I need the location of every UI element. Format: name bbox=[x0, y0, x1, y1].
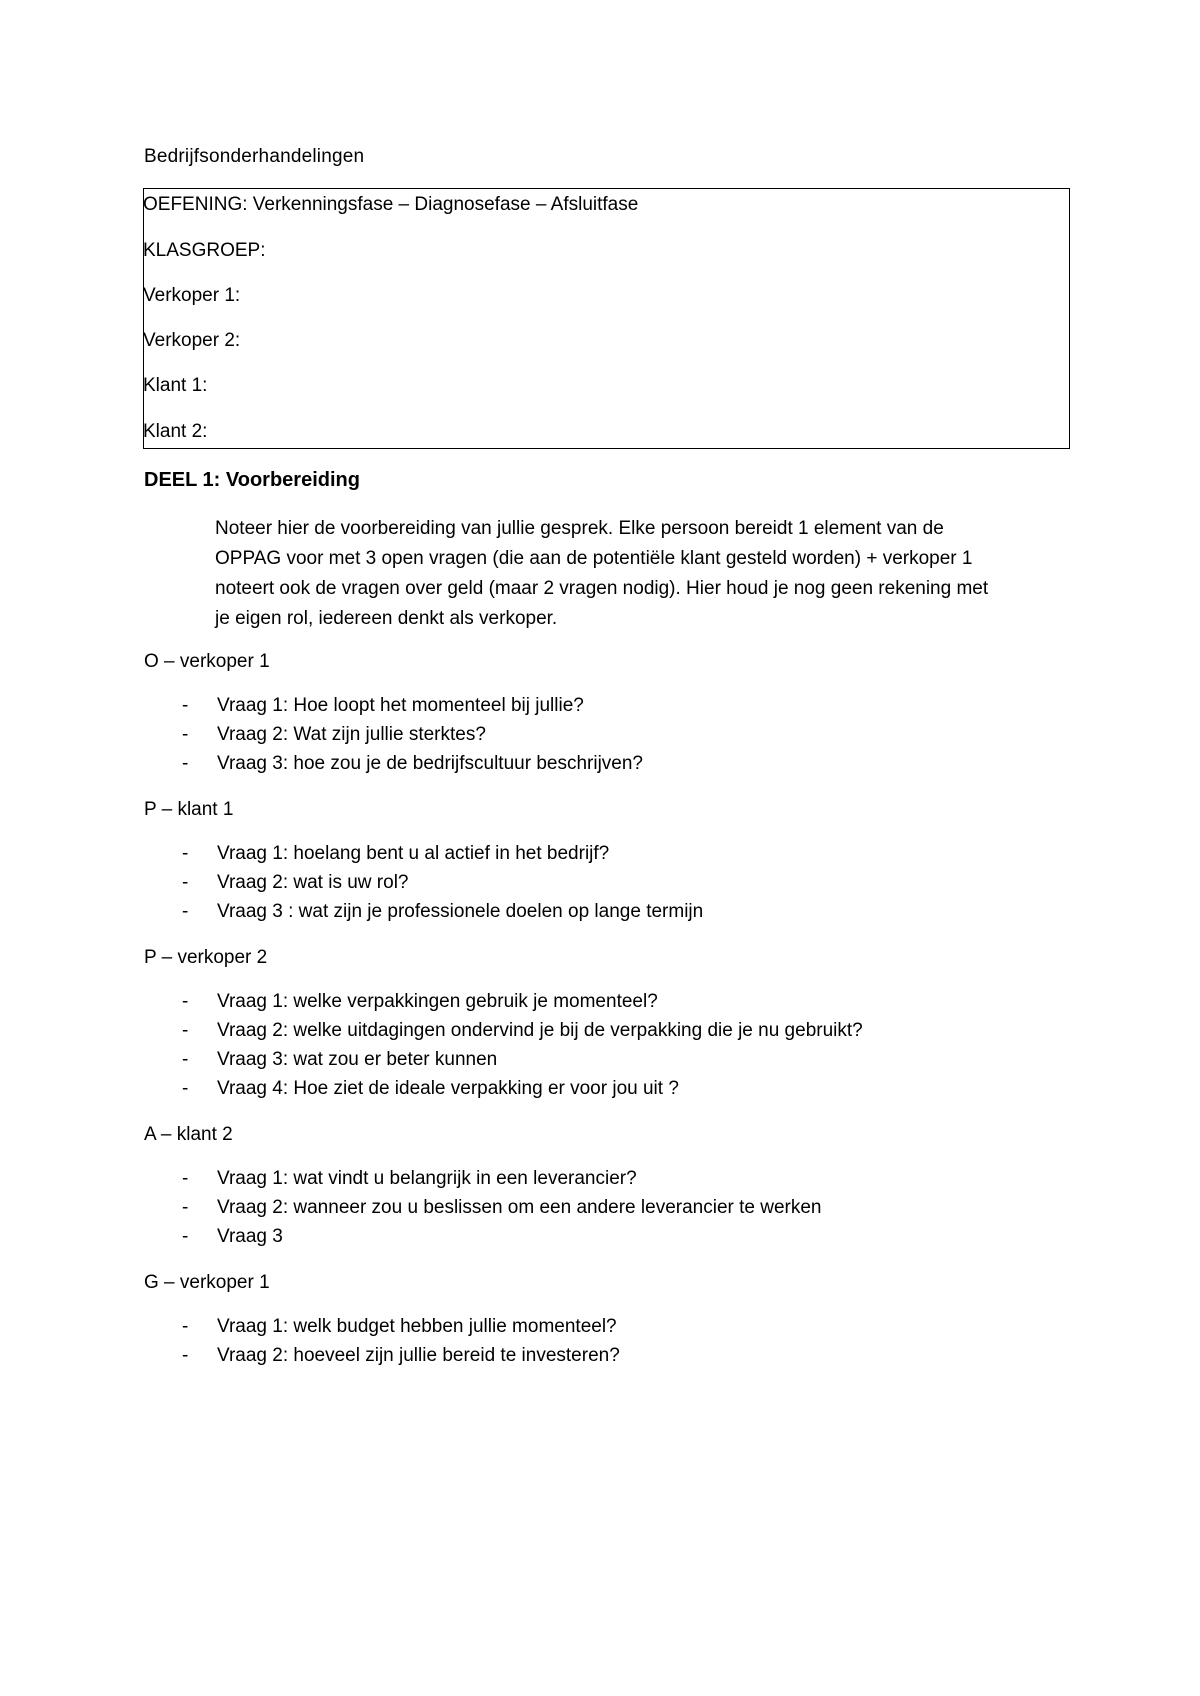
question-text: Vraag 2: Wat zijn jullie sterktes? bbox=[217, 724, 486, 745]
list-item bbox=[0, 695, 1000, 724]
info-line-class-group: KLASGROEP: bbox=[143, 240, 266, 261]
question-list-p-seller bbox=[0, 991, 1000, 1107]
question-text: Vraag 3: hoe zou je de bedrijfscultuur beschrijven? bbox=[217, 753, 643, 774]
list-item bbox=[0, 901, 1000, 930]
info-line-seller-2: Verkoper 2: bbox=[143, 330, 241, 351]
list-item bbox=[0, 1049, 1000, 1078]
question-list-a bbox=[0, 1168, 1000, 1255]
list-item bbox=[0, 753, 1000, 782]
question-text: Vraag 3 : wat zijn je professionele doelen op lange termijn bbox=[217, 901, 704, 922]
list-marker: - bbox=[182, 1197, 189, 1218]
list-item bbox=[0, 1197, 1000, 1226]
list-marker: - bbox=[182, 1078, 189, 1099]
info-line-client-1: Klant 1: bbox=[143, 375, 208, 396]
list-marker: - bbox=[182, 843, 189, 864]
list-item bbox=[0, 1316, 1000, 1345]
list-item bbox=[0, 1020, 1000, 1049]
question-text: Vraag 1: hoelang bent u al actief in het bedrijf? bbox=[217, 843, 610, 864]
info-line-client-2: Klant 2: bbox=[143, 421, 208, 442]
question-list-g bbox=[0, 1316, 1000, 1374]
list-item bbox=[0, 872, 1000, 901]
section-heading: DEEL 1: Voorbereiding bbox=[144, 469, 360, 491]
list-marker: - bbox=[182, 1168, 189, 1189]
list-marker: - bbox=[182, 872, 189, 893]
info-line-exercise: OEFENING: Verkenningsfase – Diagnosefase – Afsluitfase bbox=[143, 194, 639, 215]
list-item bbox=[0, 1226, 1000, 1255]
question-text: Vraag 2: wat is uw rol? bbox=[217, 872, 409, 893]
list-marker: - bbox=[182, 901, 189, 922]
question-text: Vraag 1: wat vindt u belangrijk in een leverancier? bbox=[217, 1168, 637, 1189]
group-title-g-seller-1: G – verkoper 1 bbox=[144, 1272, 270, 1293]
list-marker: - bbox=[182, 1049, 189, 1070]
group-title-p-client-1: P – klant 1 bbox=[144, 799, 234, 820]
intro-paragraph bbox=[215, 514, 1075, 634]
question-list-p-client bbox=[0, 843, 1000, 930]
intro-line: OPPAG voor met 3 open vragen (die aan de potentiële klant gesteld worden) + verkoper 1 bbox=[215, 548, 973, 569]
question-text: Vraag 1: welke verpakkingen gebruik je momenteel? bbox=[217, 991, 658, 1012]
question-text: Vraag 1: Hoe loopt het momenteel bij jullie? bbox=[217, 695, 584, 716]
question-text: Vraag 4: Hoe ziet de ideale verpakking er voor jou uit ? bbox=[217, 1078, 679, 1099]
list-marker: - bbox=[182, 753, 189, 774]
list-item bbox=[0, 843, 1000, 872]
list-item bbox=[0, 1078, 1000, 1107]
list-item bbox=[0, 1168, 1000, 1197]
document-title: Bedrijfsonderhandelingen bbox=[144, 146, 365, 167]
question-list-o bbox=[0, 695, 1000, 782]
exercise-info-box bbox=[143, 188, 1070, 449]
question-text: Vraag 2: welke uitdagingen ondervind je bij de verpakking die je nu gebruikt? bbox=[217, 1020, 863, 1041]
list-item bbox=[0, 724, 1000, 753]
list-marker: - bbox=[182, 1316, 189, 1337]
intro-line: je eigen rol, iedereen denkt als verkoper. bbox=[215, 608, 558, 629]
list-marker: - bbox=[182, 991, 189, 1012]
group-title-a-client-2: A – klant 2 bbox=[144, 1124, 233, 1145]
question-text: Vraag 3: wat zou er beter kunnen bbox=[217, 1049, 498, 1070]
list-marker: - bbox=[182, 1345, 189, 1366]
question-text: Vraag 2: hoeveel zijn jullie bereid te investeren? bbox=[217, 1345, 620, 1366]
intro-line: Noteer hier de voorbereiding van jullie gesprek. Elke persoon bereidt 1 element van de bbox=[215, 518, 944, 539]
group-title-o-seller-1: O – verkoper 1 bbox=[144, 651, 270, 672]
group-title-p-seller-2: P – verkoper 2 bbox=[144, 947, 268, 968]
list-marker: - bbox=[182, 695, 189, 716]
list-marker: - bbox=[182, 1226, 189, 1247]
list-marker: - bbox=[182, 1020, 189, 1041]
list-item bbox=[0, 1345, 1000, 1374]
list-marker: - bbox=[182, 724, 189, 745]
info-line-seller-1: Verkoper 1: bbox=[143, 285, 241, 306]
question-text: Vraag 1: welk budget hebben jullie momenteel? bbox=[217, 1316, 617, 1337]
intro-line: noteert ook de vragen over geld (maar 2 vragen nodig). Hier houd je nog geen rekening met bbox=[215, 578, 989, 599]
question-text: Vraag 2: wanneer zou u beslissen om een andere leverancier te werken bbox=[217, 1197, 822, 1218]
list-item bbox=[0, 991, 1000, 1020]
question-text: Vraag 3 bbox=[217, 1226, 283, 1247]
